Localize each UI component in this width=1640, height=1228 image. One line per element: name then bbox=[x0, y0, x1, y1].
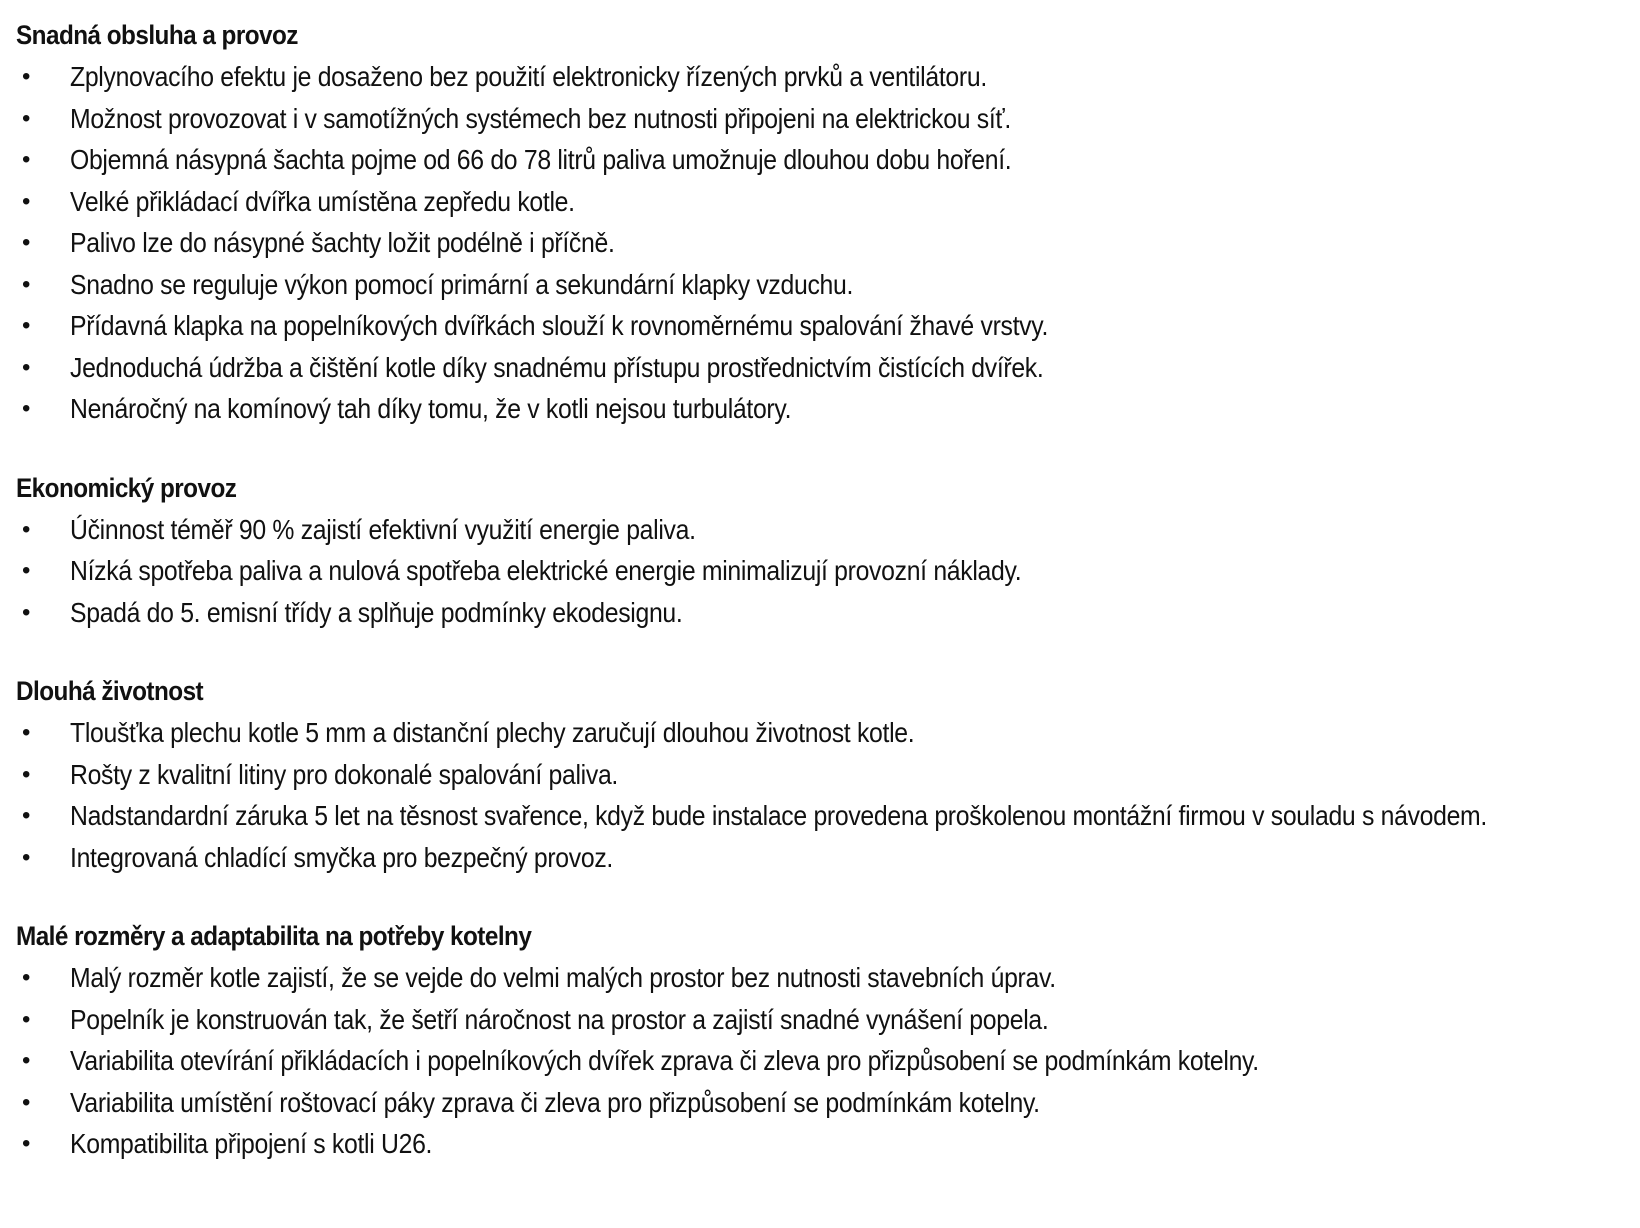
bullet-icon: • bbox=[22, 104, 31, 132]
list-item bbox=[0, 98, 1640, 140]
section-title: Snadná obsluha a provoz bbox=[16, 20, 298, 50]
list-item bbox=[0, 264, 1640, 306]
section-title: Dlouhá životnost bbox=[16, 676, 204, 706]
bullet-icon: • bbox=[22, 964, 31, 991]
list-item bbox=[0, 592, 1640, 634]
list-item-text: Spadá do 5. emisní třídy a splňuje podmínky ekodesignu. bbox=[70, 596, 683, 628]
list-item-text: Velké přikládací dvířka umístěna zepředu kotle. bbox=[70, 185, 575, 217]
list-item-text: Nadstandardní záruka 5 let na těsnost svařence, když bude instalace provedena proškolenou montážní firmou v souladu s návodem. bbox=[70, 800, 1487, 831]
bullet-icon: • bbox=[22, 395, 31, 422]
bullet-icon: • bbox=[22, 802, 31, 829]
list-item-text: Tloušťka plechu kotle 5 mm a distanční plechy zaručují dlouhou životnost kotle. bbox=[70, 717, 915, 748]
list-item bbox=[0, 837, 1640, 879]
list-item-text: Objemná násypná šachta pojme od 66 do 78 litrů paliva umožnuje dlouhou dobu hoření. bbox=[70, 144, 1012, 175]
list-item bbox=[0, 1123, 1640, 1165]
list-item-text: Účinnost téměř 90 % zajistí efektivní využití energie paliva. bbox=[70, 513, 696, 545]
list-item-text: Nízká spotřeba paliva a nulová spotřeba elektrické energie minimalizují provozní náklady. bbox=[70, 555, 1022, 586]
bullet-icon: • bbox=[22, 312, 31, 339]
section-easy-operation bbox=[0, 18, 1640, 430]
bullet-icon: • bbox=[22, 146, 31, 173]
list-item bbox=[0, 754, 1640, 796]
bullet-list bbox=[0, 56, 1640, 430]
section-title: Malé rozměry a adaptabilita na potřeby kotelny bbox=[16, 921, 532, 951]
bullet-icon: • bbox=[22, 598, 31, 626]
list-item-text: Nenáročný na komínový tah díky tomu, že v kotli nejsou turbulátory. bbox=[70, 393, 792, 424]
list-item bbox=[0, 957, 1640, 999]
list-item-text: Variabilita otevírání přikládacích i popelníkových dvířek zprava či zleva pro přizpůsobení se podmínkám kotelny. bbox=[70, 1045, 1259, 1076]
list-item-text: Variabilita umístění roštovací páky zprava či zleva pro přizpůsobení se podmínkám kotelny. bbox=[70, 1086, 1040, 1118]
list-item bbox=[0, 795, 1640, 837]
list-item bbox=[0, 56, 1640, 98]
list-item bbox=[0, 347, 1640, 389]
list-item-text: Palivo lze do násypné šachty ložit podélně i příčně. bbox=[70, 227, 615, 258]
bullet-icon: • bbox=[22, 843, 31, 871]
bullet-icon: • bbox=[22, 229, 31, 256]
list-item bbox=[0, 509, 1640, 551]
section-long-lifetime bbox=[0, 674, 1640, 878]
bullet-icon: • bbox=[22, 1088, 31, 1116]
list-item-text: Možnost provozovat i v samotížných systémech bez nutnosti připojeni na elektrickou síť. bbox=[70, 102, 1011, 134]
bullet-icon: • bbox=[22, 557, 31, 584]
bullet-icon: • bbox=[22, 515, 31, 543]
list-item bbox=[0, 305, 1640, 347]
bullet-icon: • bbox=[22, 187, 31, 215]
list-item bbox=[0, 388, 1640, 430]
list-item bbox=[0, 222, 1640, 264]
list-item-text: Snadno se reguluje výkon pomocí primární a sekundární klapky vzduchu. bbox=[70, 268, 854, 300]
bullet-icon: • bbox=[22, 760, 31, 788]
list-item bbox=[0, 181, 1640, 223]
bullet-list bbox=[0, 712, 1640, 878]
bullet-icon: • bbox=[22, 1130, 31, 1157]
list-item-text: Rošty z kvalitní litiny pro dokonalé spalování paliva. bbox=[70, 758, 619, 790]
list-item bbox=[0, 712, 1640, 754]
bullet-icon: • bbox=[22, 1005, 31, 1033]
list-item-text: Integrovaná chladící smyčka pro bezpečný provoz. bbox=[70, 841, 613, 873]
list-item-text: Kompatibilita připojení s kotli U26. bbox=[70, 1128, 433, 1159]
section-economic-operation bbox=[0, 471, 1640, 634]
bullet-icon: • bbox=[22, 719, 31, 746]
list-item bbox=[0, 1040, 1640, 1082]
bullet-list bbox=[0, 957, 1640, 1165]
list-item-text: Malý rozměr kotle zajistí, že se vejde do velmi malých prostor bez nutnosti stavebních úprav. bbox=[70, 962, 1056, 993]
list-item bbox=[0, 550, 1640, 592]
list-item bbox=[0, 999, 1640, 1041]
list-item-text: Jednoduchá údržba a čištění kotle díky snadnému přístupu prostřednictvím čistících dvířek. bbox=[70, 351, 1044, 383]
list-item bbox=[0, 1082, 1640, 1124]
list-item-text: Přídavná klapka na popelníkových dvířkách slouží k rovnoměrnému spalování žhavé vrstvy. bbox=[70, 310, 1049, 341]
section-title: Ekonomický provoz bbox=[16, 472, 237, 503]
list-item-text: Popelník je konstruován tak, že šetří náročnost na prostor a zajistí snadné vynášení popela. bbox=[70, 1003, 1049, 1035]
list-item-text: Zplynovacího efektu je dosaženo bez použití elektronicky řízených prvků a ventilátoru. bbox=[70, 61, 987, 92]
bullet-icon: • bbox=[22, 353, 31, 381]
bullet-list bbox=[0, 509, 1640, 634]
bullet-icon: • bbox=[22, 1047, 31, 1074]
section-small-dimensions bbox=[0, 919, 1640, 1165]
bullet-icon: • bbox=[22, 270, 31, 298]
bullet-icon: • bbox=[22, 63, 31, 90]
list-item bbox=[0, 139, 1640, 181]
